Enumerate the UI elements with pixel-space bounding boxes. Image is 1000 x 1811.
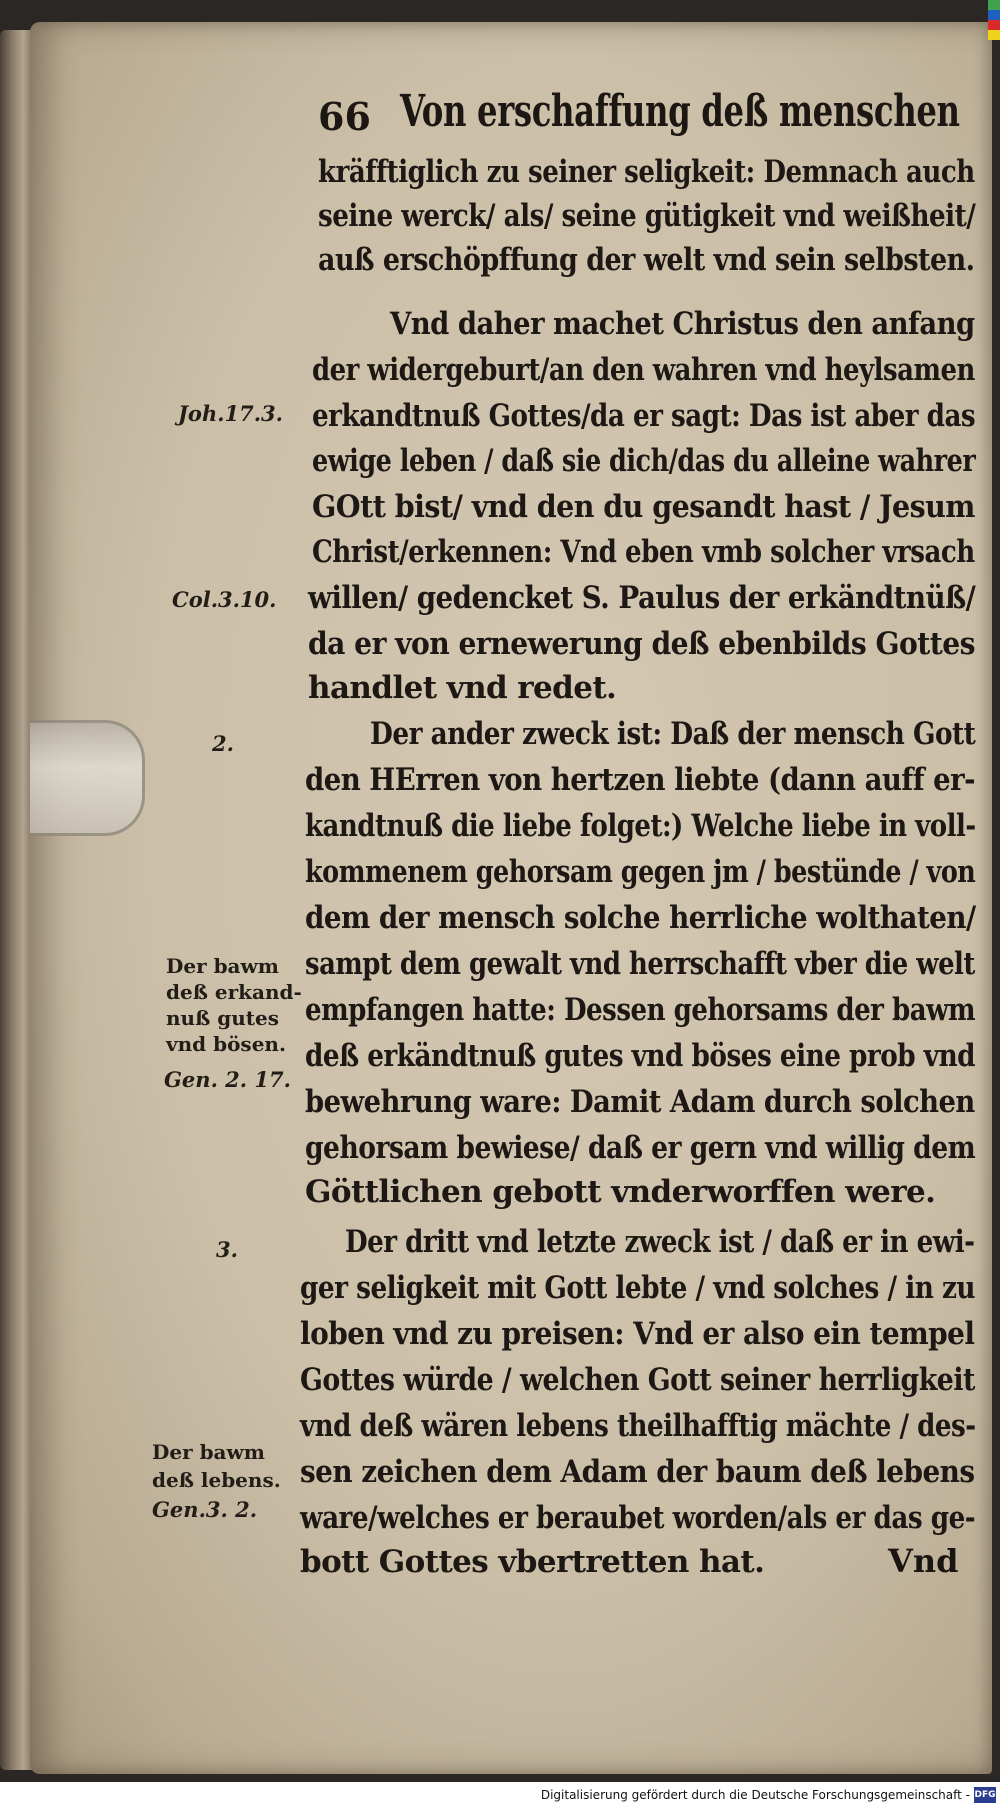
text-line: vnd deß wären lebens theilhafftig mächte / des- (300, 1408, 976, 1444)
margin-note-gloss: deß erkand- (166, 980, 302, 1004)
margin-note-number: 2. (212, 731, 234, 756)
text-line: ware/welches er beraubet worden/als er das ge- (300, 1500, 976, 1536)
text-line: ewige leben / daß sie dich/das du alleine wahrer (312, 443, 976, 479)
margin-note-reference: Joh.17.3. (178, 401, 283, 426)
dfg-logo-icon: DFG (974, 1787, 996, 1803)
text-line: sen zeichen dem Adam der baum deß lebens (300, 1454, 975, 1490)
text-line: gehorsam bewiese/ daß er gern vnd willig dem (305, 1130, 976, 1166)
text-line: loben vnd zu preisen: Vnd er also ein tempel (300, 1316, 975, 1352)
text-line: bewehrung ware: Damit Adam durch solchen (305, 1084, 975, 1120)
catchword: Vnd (888, 1542, 959, 1580)
text-line: GOtt bist/ vnd den du gesandt hast / Jesum (312, 489, 975, 525)
text-line: empfangen hatte: Dessen gehorsams der bawm (305, 992, 976, 1028)
text-line: Gottes würde / welchen Gott seiner herrligkeit (300, 1362, 975, 1398)
text-line: kandtnuß die liebe folget:) Welche liebe in voll- (305, 808, 976, 844)
text-line: seine werck/ als/ seine gütigkeit vnd weißheit/ (318, 198, 976, 234)
text-line: sampt dem gewalt vnd herrschafft vber die welt (305, 946, 975, 982)
text-line: Vnd daher machet Christus den anfang (390, 306, 975, 342)
text-line: Der dritt vnd letzte zweck ist / daß er in ewi- (345, 1224, 975, 1260)
margin-note-reference: Gen. 2. 17. (164, 1067, 291, 1092)
text-line: kräfftiglich zu seiner seligkeit: Demnach auch (318, 154, 975, 190)
page-number: 66 (318, 94, 371, 139)
text-line: Christ/erkennen: Vnd eben vmb solcher vrsach (312, 534, 975, 570)
running-title: Von erschaffung deß menschen (400, 86, 960, 137)
text-line: da er von ernewerung deß ebenbilds Gottes (308, 626, 975, 662)
text-line: ger seligkeit mit Gott lebte / vnd solches / in zu (300, 1270, 976, 1306)
text-line: Göttlichen gebott vnderworffen were. (305, 1174, 936, 1210)
text-line: deß erkändtnuß gutes vnd böses eine prob vnd (305, 1038, 976, 1074)
text-line: auß erschöpffung der welt vnd sein selbsten. (318, 242, 975, 278)
text-line: handlet vnd redet. (308, 670, 617, 706)
margin-note-number: 3. (216, 1237, 238, 1262)
text-line: erkandtnuß Gottes/da er sagt: Das ist aber das (312, 398, 976, 434)
margin-note-reference: Gen.3. 2. (152, 1497, 258, 1522)
funding-credit: Digitalisierung gefördert durch die Deutsche Forschungsgemeinschaft - (540, 1788, 970, 1802)
margin-note-gloss: nuß gutes (166, 1006, 279, 1030)
footer-bar (0, 1782, 1000, 1811)
text-line: dem der mensch solche herrliche wolthaten/ (305, 900, 976, 936)
margin-note-gloss: Der bawm (152, 1440, 265, 1464)
margin-note-gloss: Der bawm (166, 954, 279, 978)
text-line: den HErren von hertzen liebte (dann auff er- (305, 762, 976, 798)
text-line: kommenem gehorsam gegen jm / bestünde / von (305, 854, 976, 890)
margin-note-gloss: vnd bösen. (166, 1032, 286, 1056)
text-line: Der ander zweck ist: Daß der mensch Gott (370, 716, 976, 752)
margin-note-gloss: deß lebens. (152, 1468, 281, 1492)
text-line: bott Gottes vbertretten hat. (300, 1544, 765, 1580)
text-line: der widergeburt/an den wahren vnd heylsamen (312, 352, 975, 388)
margin-note-reference: Col.3.10. (172, 587, 277, 612)
text-line: willen/ gedencket S. Paulus der erkändtnüß/ (308, 580, 976, 616)
